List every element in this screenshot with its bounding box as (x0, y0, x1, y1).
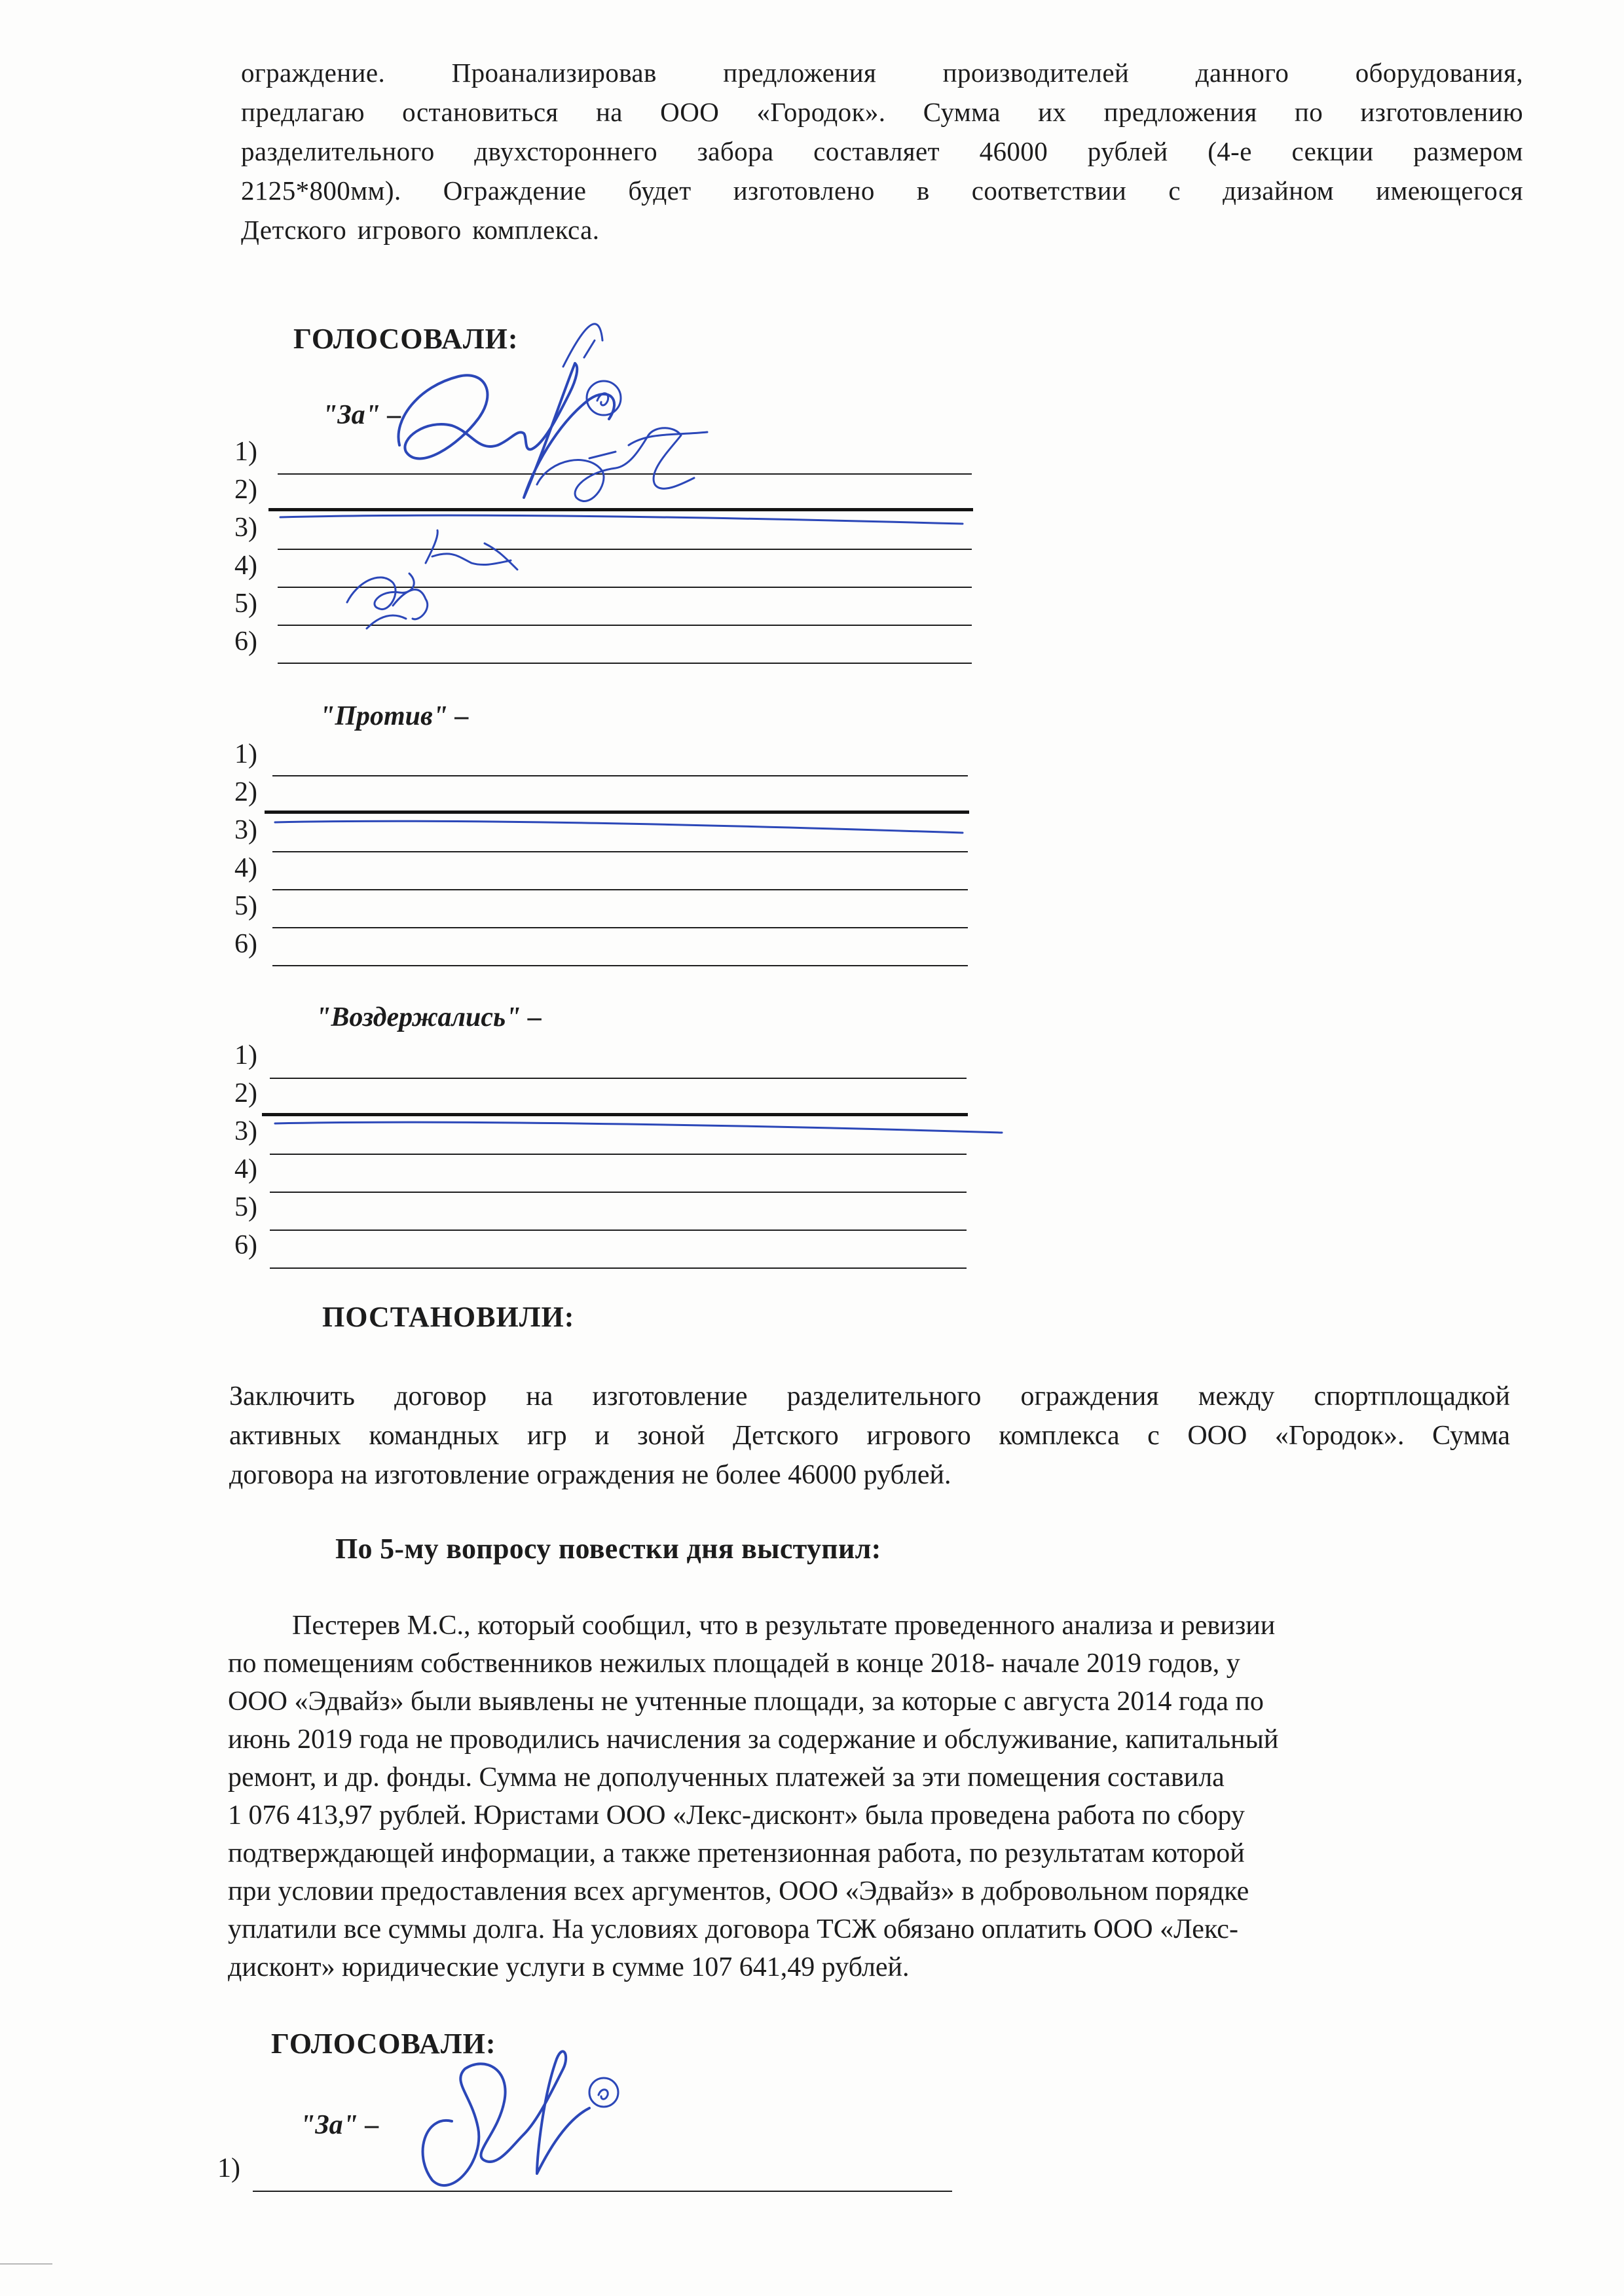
vote-za-label: "За" – (322, 400, 401, 430)
question5-line: ООО «Эдвайз» были выявлены не учтенные площади, за которые с августа 2014 года по (228, 1686, 1264, 1717)
row-number: 1) (217, 2153, 240, 2183)
signature-mark (537, 428, 707, 501)
question5-line: подтверждающей информации, а также претензионная работа, по результатам которой (228, 1838, 1245, 1868)
row-number: 3) (234, 815, 257, 845)
intro-line: разделительного двухстороннего забора составляет 46000 рублей (4-е секции размером (241, 136, 1523, 166)
vote-vozd-label: "Воздержались" – (316, 1002, 542, 1032)
row-number: 3) (234, 513, 257, 543)
signature-line (270, 1192, 967, 1193)
signature-line (270, 1230, 967, 1231)
signature-line (278, 549, 972, 550)
row-number: 1) (234, 1040, 257, 1070)
signature-line (272, 965, 968, 966)
row-number: 1) (234, 739, 257, 769)
question5-line: дисконт» юридические услуги в сумме 107 641,49 рублей. (228, 1952, 910, 1982)
question5-line: 1 076 413,97 рублей. Юристами ООО «Лекс-дисконт» была проведена работа по сбору (228, 1800, 1245, 1831)
signature-line (272, 889, 968, 890)
resolution-line: договора на изготовление ограждения не более 46000 рублей. (229, 1460, 951, 1490)
ink-line (275, 1122, 1002, 1133)
signature-line (268, 508, 973, 511)
resolution-line: Заключить договор на изготовление разделительного ограждения между спортплощадкой (229, 1381, 1510, 1412)
row-number: 6) (234, 929, 257, 959)
intro-line: Детского игрового комплекса. (241, 215, 600, 245)
row-number: 2) (234, 777, 257, 807)
signature-line (270, 1154, 967, 1155)
question5-line: при условии предоставления всех аргументов, ООО «Эдвайз» в добровольном порядке (228, 1876, 1249, 1906)
signature-line (278, 473, 972, 475)
intro-line: 2125*800мм). Ограждение будет изготовлено в соответствии с дизайном имеющегося (241, 175, 1523, 206)
signature-line (270, 1267, 967, 1269)
signature-line (278, 587, 972, 588)
question5-line: по помещениям собственников нежилых площадей в конце 2018- начале 2019 годов, у (228, 1649, 1240, 1679)
signature-line (278, 663, 972, 664)
resolution-heading: ПОСТАНОВИЛИ: (322, 1301, 575, 1333)
row-number: 4) (234, 551, 257, 581)
signature-line (272, 851, 968, 852)
row-number: 6) (234, 1230, 257, 1260)
row-number: 5) (234, 891, 257, 921)
signature-line (265, 811, 969, 814)
vote-heading: ГОЛОСОВАЛИ: (293, 323, 519, 355)
row-number: 4) (234, 853, 257, 883)
row-number: 6) (234, 627, 257, 657)
ink-line (275, 821, 963, 833)
row-number: 5) (234, 1192, 257, 1222)
signature-line (272, 775, 968, 776)
signature-mark (347, 530, 517, 629)
signature-line (253, 2191, 952, 2192)
resolution-line: активных командных игр и зоной Детского игрового комплекса с ООО «Городок». Сумма (229, 1421, 1510, 1451)
vote2-za-label: "За" – (300, 2110, 379, 2140)
signature-line (262, 1113, 968, 1116)
signature-line (272, 927, 968, 928)
row-number: 4) (234, 1154, 257, 1184)
row-number: 2) (234, 475, 257, 505)
question5-heading: По 5-му вопросу повестки дня выступил: (335, 1533, 881, 1565)
vote2-heading: ГОЛОСОВАЛИ: (271, 2028, 496, 2060)
question5-line: уплатили все суммы долга. На условиях договора ТСЖ обязано оплатить ООО «Лекс- (228, 1914, 1238, 1944)
row-number: 2) (234, 1078, 257, 1108)
row-number: 3) (234, 1116, 257, 1146)
intro-line: предлагаю остановиться на ООО «Городок». Сумма их предложения по изготовлению (241, 97, 1523, 127)
intro-line: ограждение. Проанализировав предложения производителей данного оборудования, (241, 58, 1523, 88)
question5-line: июнь 2019 года не проводились начисления за содержание и обслуживание, капитальный (228, 1724, 1279, 1755)
ink-line (280, 515, 963, 524)
row-number: 5) (234, 589, 257, 619)
signature-mark (423, 2051, 618, 2185)
signature-line (278, 625, 972, 626)
row-number: 1) (234, 437, 257, 467)
vote-protiv-label: "Против" – (320, 701, 469, 731)
question5-line: Пестерев М.С., который сообщил, что в результате проведенного анализа и ревизии (292, 1611, 1276, 1641)
question5-line: ремонт, и др. фонды. Сумма не дополученных платежей за эти помещения составила (228, 1762, 1225, 1793)
signature-line (270, 1078, 967, 1079)
